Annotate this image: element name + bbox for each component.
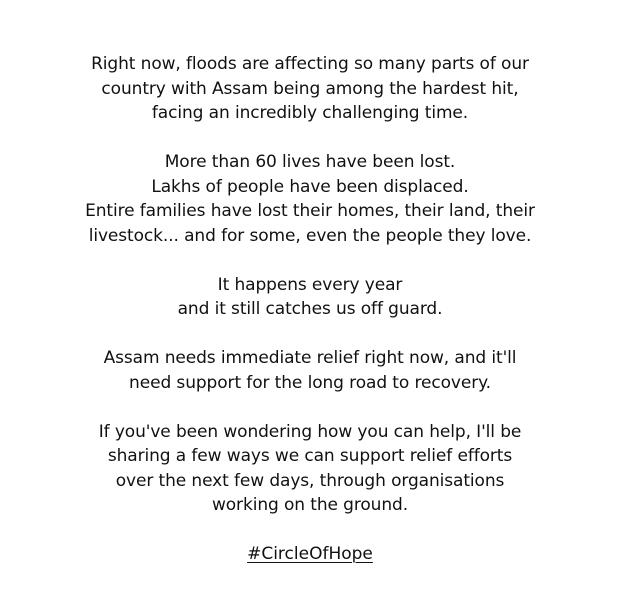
text-line: Entire families have lost their homes, their land, their: [85, 201, 535, 221]
text-line: It happens every year: [217, 274, 403, 295]
text-line: working on the ground.: [211, 495, 409, 515]
paragraph-every-year: [178, 273, 443, 322]
text-line: need support for the long road to recovery.: [129, 372, 491, 393]
text-line: over the next few days, through organisations: [115, 470, 505, 491]
paragraph-floods-intro: [91, 52, 529, 126]
text-line: and it still catches us off guard.: [177, 299, 443, 319]
text-line: facing an incredibly challenging time.: [151, 103, 469, 123]
text-line: Lakhs of people have been displaced.: [151, 176, 469, 197]
paragraph-how-to-help: [99, 420, 522, 518]
text-line: If you've been wondering how you can help, I'll be: [98, 421, 522, 442]
text-line: Assam needs immediate relief right now, and it'll: [103, 348, 517, 368]
text-line: sharing a few ways we can support relief efforts: [107, 446, 513, 466]
text-line: More than 60 lives have been lost.: [164, 152, 456, 172]
paragraph-relief-needed: [104, 346, 517, 395]
paragraph-impact: [85, 150, 535, 248]
hashtag-link[interactable]: #CircleOfHope: [247, 544, 373, 564]
text-line: livestock... and for some, even the people they love.: [88, 225, 532, 246]
text-line: Right now, floods are affecting so many parts of our: [91, 54, 529, 74]
text-line: country with Assam being among the hardest hit,: [101, 78, 519, 99]
